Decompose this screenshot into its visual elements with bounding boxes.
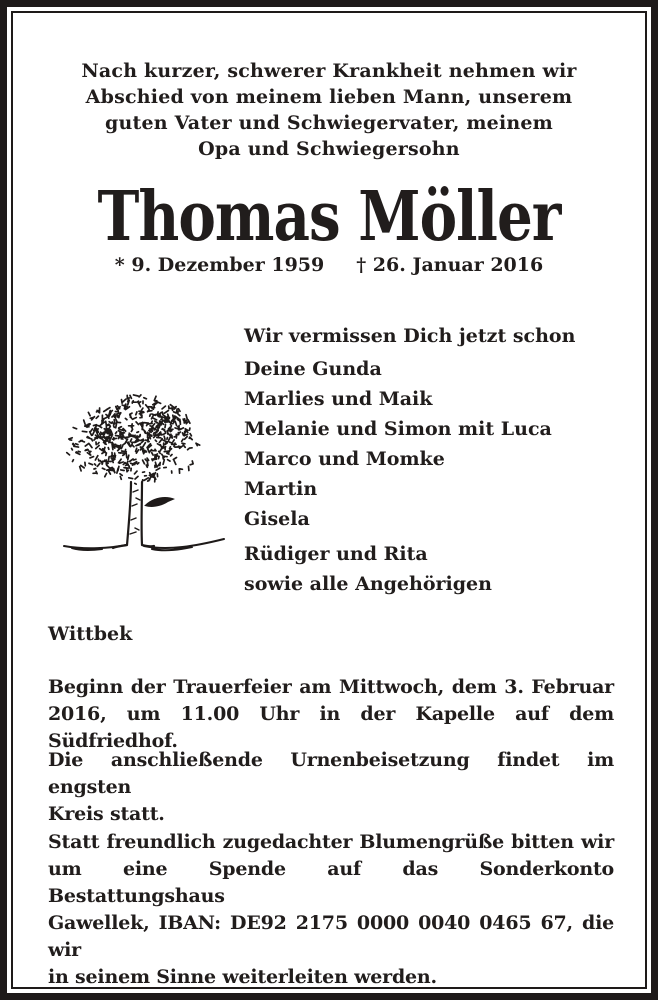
intro-line: guten Vater und Schwiegervater, meinem — [105, 112, 553, 134]
paragraph-line: Kreis statt. — [48, 803, 165, 825]
paragraph-line: Die anschließende Urnenbeisetzung findet im engsten — [48, 749, 614, 798]
intro-line: Opa und Schwiegersohn — [198, 138, 460, 160]
tree-illustration — [56, 388, 226, 573]
mourner-line: Melanie und Simon mit Luca — [244, 418, 552, 440]
mourner-line: Marco und Momke — [244, 448, 445, 470]
paragraph-line: Beginn der Trauerfeier am Mittwoch, dem 3. Februar — [48, 676, 614, 698]
paragraph-line: Statt freundlich zugedachter Blumengrüße bitten wir — [48, 831, 614, 853]
inner-frame — [11, 11, 647, 989]
mourner-line: Gisela — [244, 508, 310, 530]
paragraph-line: Gawellek, IBAN: DE92 2175 0000 0040 0465 67, die wir — [48, 912, 614, 961]
paragraph-line: in seinem Sinne weiterleiten werden. — [48, 966, 437, 988]
farewell-line: Wir vermissen Dich jetzt schon — [244, 325, 576, 347]
funeral-info-paragraph — [48, 674, 614, 755]
paragraph-line: 2016, um 11.00 Uhr in der Kapelle auf dem Südfriedhof. — [48, 703, 614, 752]
intro-line: Abschied von meinem lieben Mann, unserem — [85, 86, 573, 108]
life-dates — [13, 252, 645, 278]
place-name: Wittbek — [48, 623, 133, 645]
mourner-line: Rüdiger und Rita — [244, 543, 428, 565]
mourners-block — [244, 321, 625, 599]
mourner-line: Deine Gunda — [244, 358, 382, 380]
intro-text — [13, 58, 645, 162]
deceased-name: Thomas Möller — [97, 176, 561, 257]
donation-info-paragraph — [48, 829, 614, 989]
paragraph-line: um eine Spende auf das Sonderkonto Bestattungshaus — [48, 858, 614, 907]
burial-info-paragraph — [48, 747, 614, 828]
tree-canopy-texture — [67, 395, 200, 484]
mourner-line: Martin — [244, 478, 318, 500]
mourner-line: sowie alle Angehörigen — [244, 573, 492, 595]
bird-icon — [144, 497, 175, 507]
death-date: † 26. Januar 2016 — [356, 254, 544, 276]
intro-line: Nach kurzer, schwerer Krankheit nehmen wir — [81, 60, 577, 82]
mourner-line: Marlies und Maik — [244, 388, 433, 410]
birth-date: * 9. Dezember 1959 — [114, 254, 325, 276]
